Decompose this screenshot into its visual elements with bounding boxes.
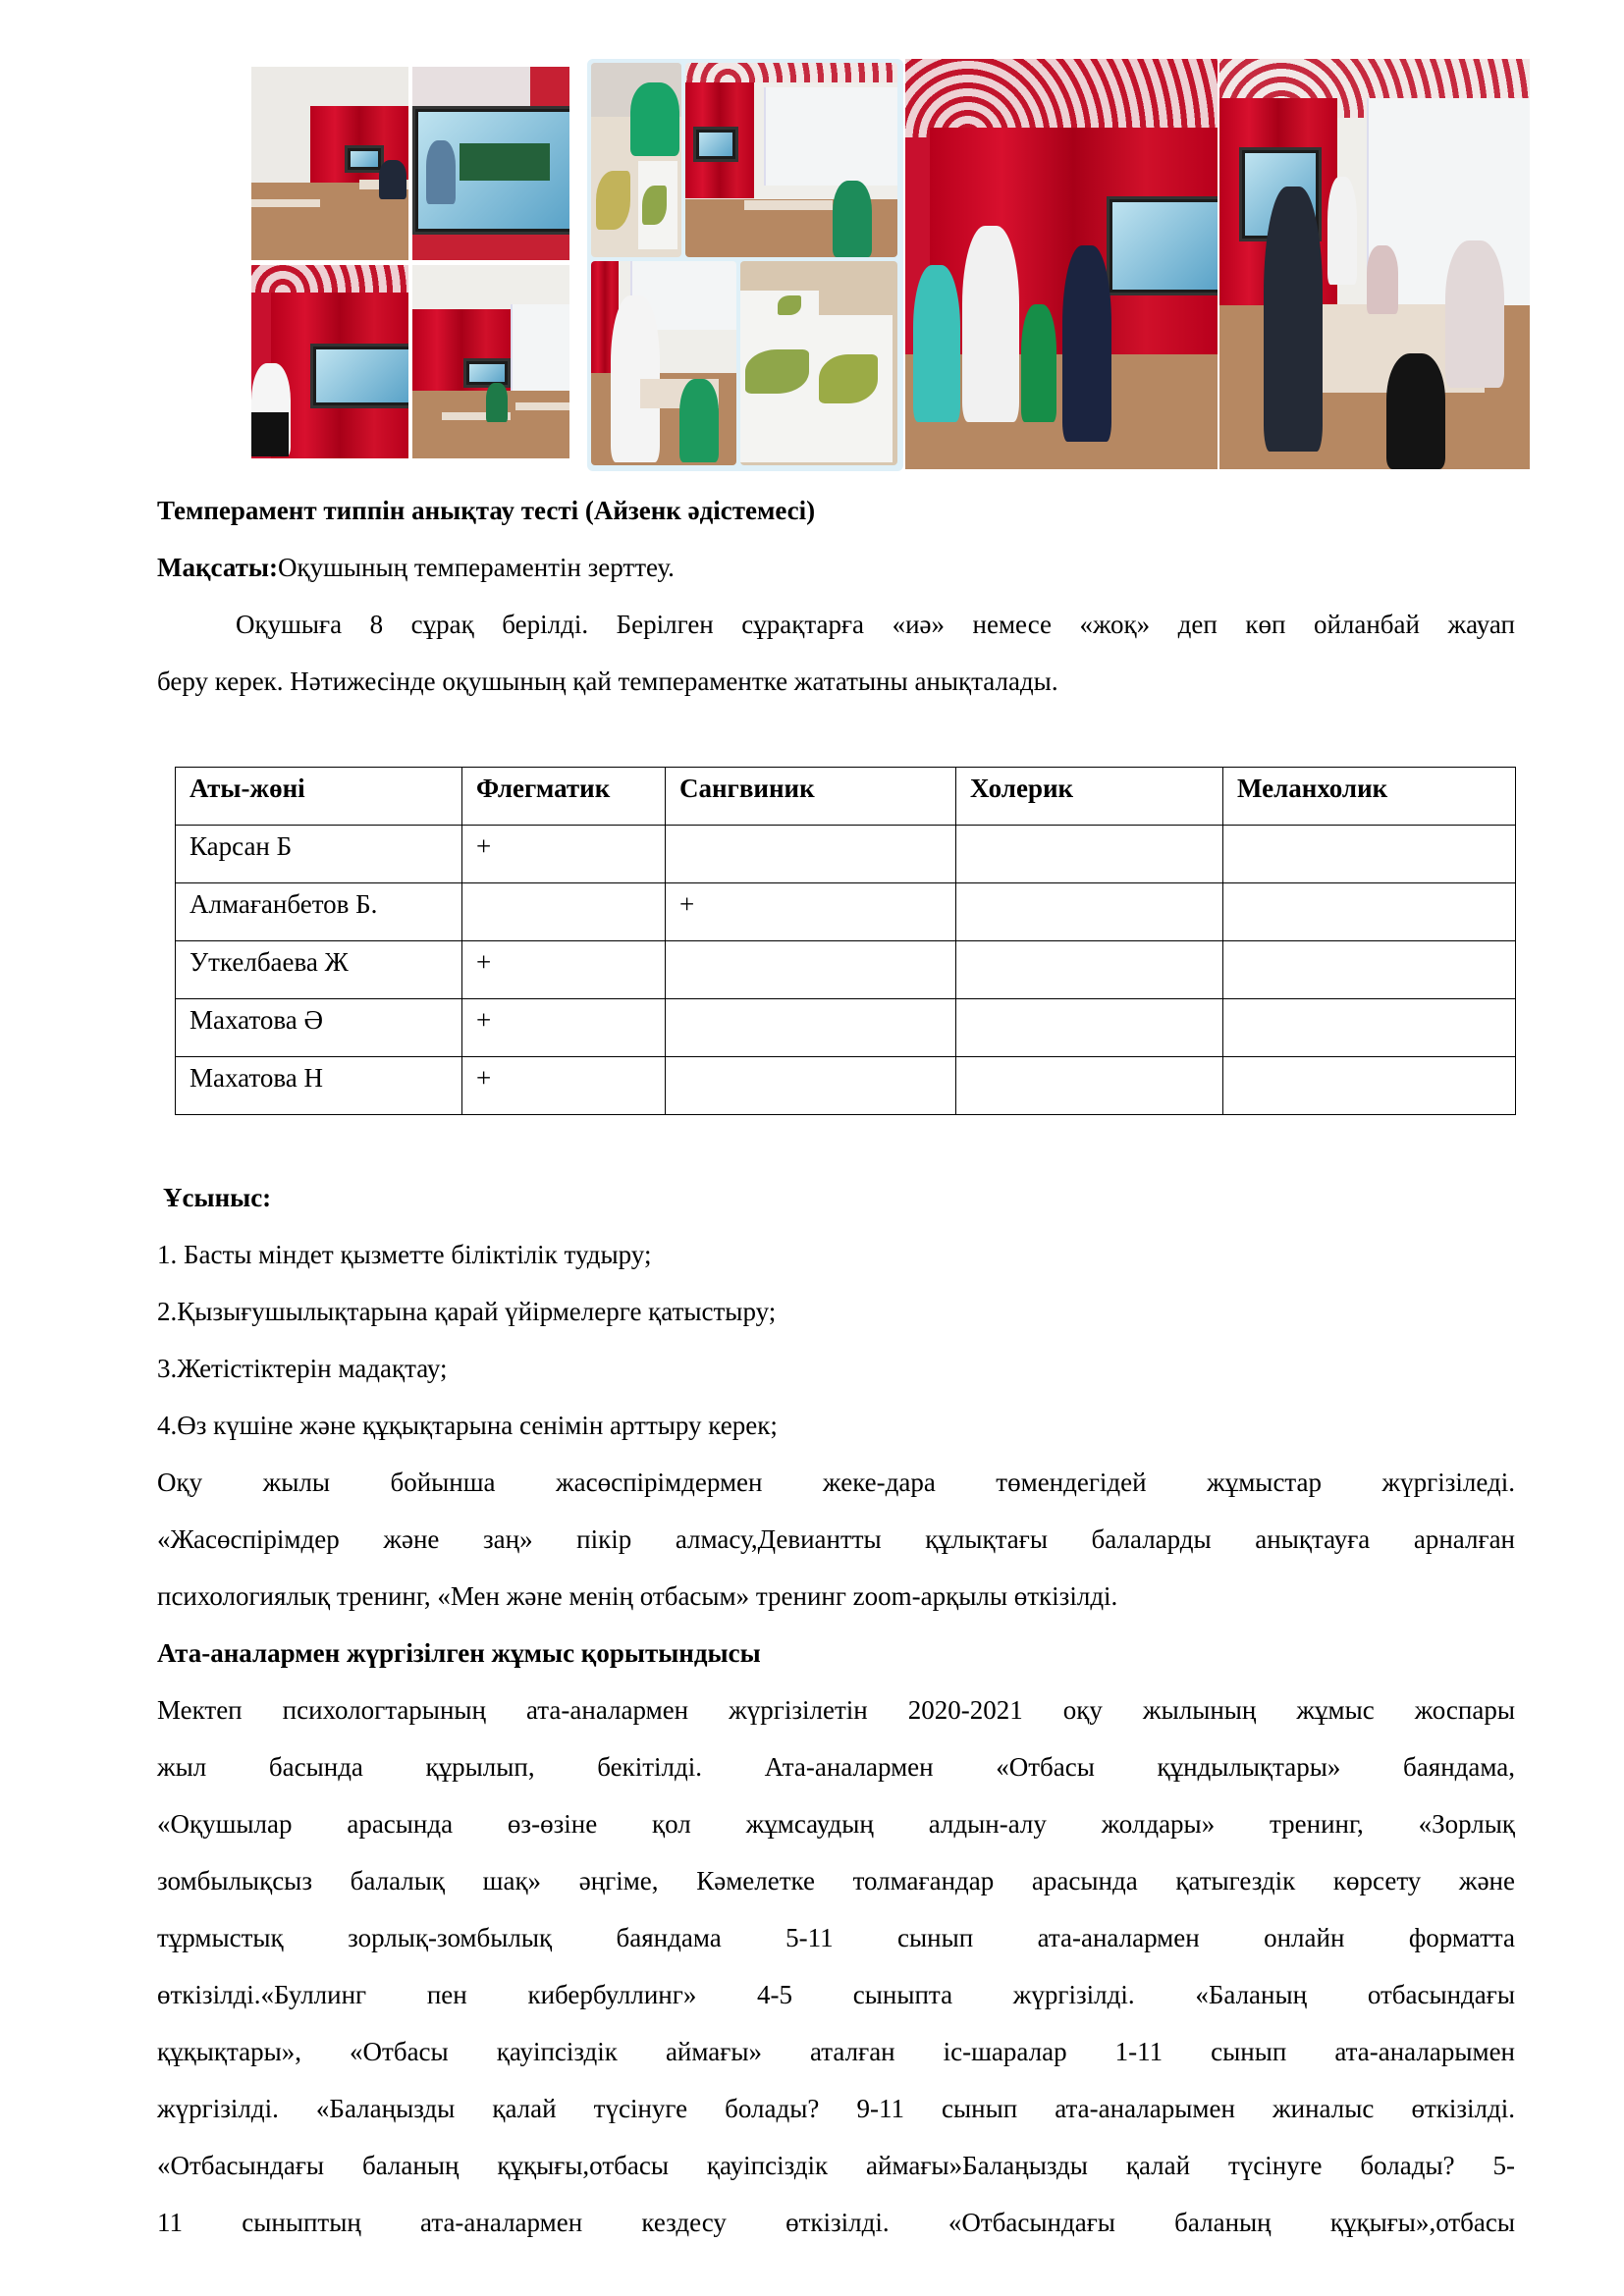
cell-name: Алмағанбетов Б.	[176, 883, 462, 941]
cell-phlegmatic: +	[462, 941, 666, 999]
cell-phlegmatic	[462, 883, 666, 941]
table-header-row	[176, 768, 1516, 826]
header-full-name: Аты-жөні	[176, 768, 462, 826]
cell-melancholic	[1223, 941, 1516, 999]
table-row	[176, 999, 1516, 1057]
parents-paragraph-line-4: зомбылықсыз балалық шақ» әңгіме, Кәмелетке толмағандар арасында қатыгездік көрсету және	[157, 1866, 1515, 1896]
table-row	[176, 826, 1516, 883]
header-sanguine: Сангвиник	[666, 768, 956, 826]
parents-paragraph-line-1: Мектеп психологтарының ата-аналармен жүргізілетін 2020-2021 оқу жылының жұмыс жоспары	[157, 1695, 1515, 1725]
activities-paragraph-line-2: «Жасөспірімдер және заң» пікір алмасу,Девиантты құлықтағы балаларды анықтауға арналған	[157, 1524, 1515, 1554]
cell-choleric	[956, 999, 1223, 1057]
parents-paragraph-line-8: жүргізілді. «Балаңызды қалай түсінуге болады? 9-11 сынып ата-аналарымен жиналыс өткізілді.	[157, 2094, 1515, 2123]
cell-name: Махатова Ә	[176, 999, 462, 1057]
cell-melancholic	[1223, 826, 1516, 883]
recommendation-item-4: 4.Өз күшіне және құқықтарына сенімін арттыру керек;	[157, 1411, 778, 1440]
cell-name: Уткелбаева Ж	[176, 941, 462, 999]
photo-classroom-red-curtain	[685, 63, 897, 257]
cell-name: Махатова Н	[176, 1057, 462, 1115]
goal-line	[157, 551, 675, 584]
instruction-paragraph-line-2: беру керек. Нәтижесінде оқушының қай темпераментке жататыны анықталады.	[157, 667, 1058, 696]
parents-paragraph-line-9: «Отбасындағы баланың құқығы,отбасы қауіпсіздік аймағы»Балаңызды қалай түсінуге болады? 5-	[157, 2151, 1515, 2180]
cell-choleric	[956, 941, 1223, 999]
parents-paragraph-line-3: «Оқушылар арасында өз-өзіне қол жұмсаудың алдын-алу жолдары» тренинг, «Зорлық	[157, 1809, 1515, 1839]
instruction-paragraph-line-1: Оқушыға 8 сұрақ берілді. Берілген сұрақтарға «иә» немесе «жоқ» деп көп ойланбай жауап	[236, 610, 1515, 639]
cell-phlegmatic: +	[462, 1057, 666, 1115]
photo-group-crafts	[587, 59, 903, 471]
parents-paragraph-line-7: құқықтары», «Отбасы қауіпсіздік аймағы» аталған іс-шаралар 1-11 сынып ата-аналарымен	[157, 2037, 1515, 2066]
photo-psychologist-session	[1219, 59, 1530, 469]
activities-paragraph-line-3: психологиялық тренинг, «Мен және менің отбасым» тренинг zoom-арқылы өткізілді.	[157, 1581, 1118, 1611]
cell-sanguine	[666, 1057, 956, 1115]
cell-melancholic	[1223, 1057, 1516, 1115]
photo-teacher-at-screen	[251, 265, 408, 458]
header-phlegmatic: Флегматик	[462, 768, 666, 826]
photo-teacher-helping	[591, 261, 736, 465]
photo-collage	[251, 59, 1530, 471]
photo-classroom-stage	[251, 67, 408, 260]
cell-choleric	[956, 1057, 1223, 1115]
recommendation-item-1: 1. Басты міндет қызметте біліктілік тудыру;	[157, 1240, 652, 1269]
goal-label: Мақсаты:	[157, 553, 278, 582]
photo-classroom-students	[412, 265, 569, 458]
parents-paragraph-line-2: жыл басында құрылып, бекітілді. Ата-аналармен «Отбасы құндылықтары» баяндама,	[157, 1752, 1515, 1782]
cell-sanguine	[666, 826, 956, 883]
cell-phlegmatic: +	[462, 826, 666, 883]
cell-sanguine	[666, 941, 956, 999]
cell-name: Карсан Б	[176, 826, 462, 883]
cell-phlegmatic: +	[462, 999, 666, 1057]
temperament-results-table	[175, 767, 1516, 1115]
photo-presentation-slide	[412, 67, 569, 260]
parents-paragraph-line-10: 11 сыныптың ата-аналармен кездесу өткізілді. «Отбасындағы баланың құқығы»,отбасы	[157, 2208, 1515, 2237]
parents-paragraph-line-6: өткізілді.«Буллинг пен кибербуллинг» 4-5 сыныпта жүргізілді. «Баланың отбасындағы	[157, 1980, 1515, 2009]
section-title-parents-work: Ата-аналармен жүргізілген жұмыс қорытындысы	[157, 1638, 761, 1668]
table-row	[176, 883, 1516, 941]
parents-paragraph-line-5: тұрмыстық зорлық-зомбылық баяндама 5-11 сынып ата-аналармен онлайн форматта	[157, 1923, 1515, 1952]
table-row	[176, 1057, 1516, 1115]
activities-paragraph-line-1: Оқу жылы бойынша жасөспірімдермен жеке-дара төмендегідей жұмыстар жүргізіледі.	[157, 1468, 1515, 1497]
header-choleric: Холерик	[956, 768, 1223, 826]
cell-sanguine	[666, 999, 956, 1057]
recommendation-item-3: 3.Жетістіктерін мадақтау;	[157, 1354, 448, 1383]
table-row	[176, 941, 1516, 999]
photo-leaf-tree-crafts	[740, 261, 897, 465]
cell-sanguine: +	[666, 883, 956, 941]
photo-boy-leaf-craft	[591, 63, 681, 257]
cell-melancholic	[1223, 883, 1516, 941]
cell-melancholic	[1223, 999, 1516, 1057]
cell-choleric	[956, 883, 1223, 941]
recommendation-item-2: 2.Қызығушылықтарына қарай үйірмелерге қатыстыру;	[157, 1297, 777, 1326]
cell-choleric	[956, 826, 1223, 883]
header-melancholic: Меланхолик	[1223, 768, 1516, 826]
photo-group-at-screen	[905, 59, 1218, 469]
section-title-temperament-test: Темперамент типпін анықтау тесті (Айзенк әдістемесі)	[157, 496, 816, 525]
goal-text: Оқушының темпераментін зерттеу.	[278, 553, 675, 582]
recommendations-title: Ұсыныс:	[163, 1183, 272, 1212]
